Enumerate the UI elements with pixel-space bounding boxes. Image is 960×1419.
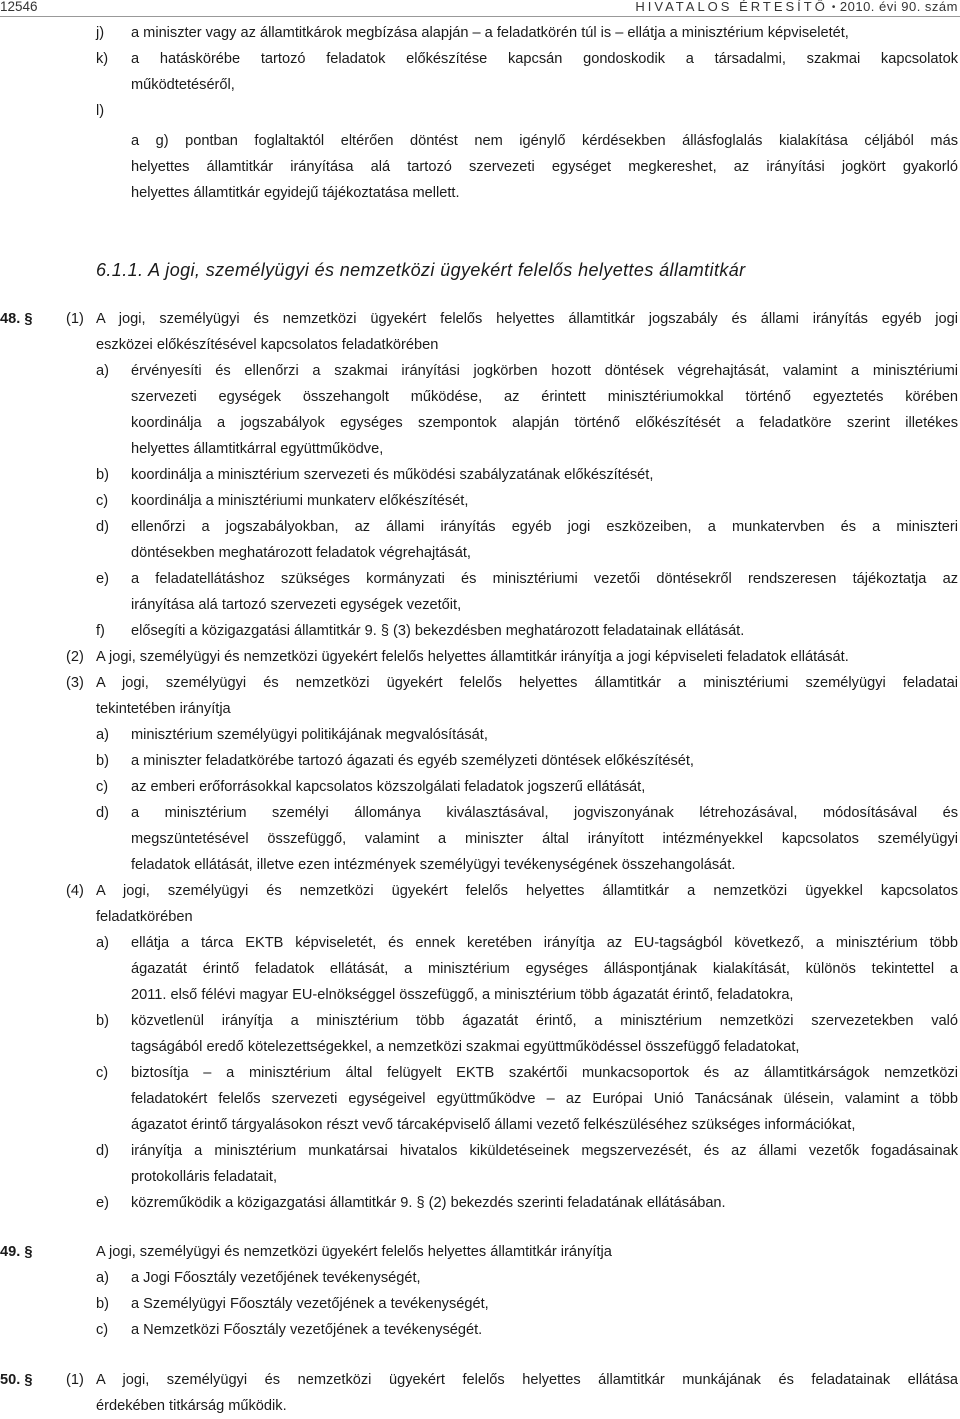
item-d-text: irányítja a minisztérium munkatársai hivatalos kiküldetéseinek megszervezését, és az állami vezetők fogadásainak [131,1143,958,1159]
item-label-c: c) [96,493,109,509]
bullet-separator: • [831,2,836,13]
section-48-number: 48. § [0,311,33,327]
item-label-c: c) [96,779,109,795]
item-d-text: feladatok ellátását, illetve ezen intézmények személyügyi tevékenységének összehangolását. [131,857,736,873]
item-b-text: a Személyügyi Főosztály vezetőjének a tevékenységét, [131,1296,489,1312]
item-a-text: szervezeti egységek összehangolt működése, az érintett minisztériumokkal történő egyeztetés körében [131,389,958,405]
item-b-text: közvetlenül irányítja a minisztérium több ágazatát érintő, a minisztérium nemzetközi szervezetekben való [131,1013,958,1029]
item-a-text: 2011. első félévi magyar EU-elnökséggel összefüggő, a minisztérium több ágazatát érintő, feladatokra, [131,987,794,1003]
item-k-text: működtetéséről, [131,77,235,93]
item-l-text: helyettes államtitkár irányítása alá tartozó szervezeti egységet megkereshet, az irányítási jogkört gyakorló [131,159,958,175]
item-label-e: e) [96,571,109,587]
item-label-b: b) [96,1013,109,1029]
item-c-text: feladatokért felelős szervezeti egységeivel együttműködve – az Európai Unió Tanácsának ülésein, valamint a több [131,1091,958,1107]
item-b-text: a miniszter feladatkörébe tartozó ágazati és egyéb személyzeti döntések előkészítését, [131,753,694,769]
item-a-text: minisztérium személyügyi politikájának megvalósítását, [131,727,488,743]
item-label-a: a) [96,935,109,951]
paragraph-text: A jogi, személyügyi és nemzetközi ügyekért felelős helyettes államtitkár jogszabály és állami irányítás egyéb jogi [96,311,958,327]
item-a-text: ágazatát érintő feladatok ellátását, a minisztérium egységes álláspontjának kialakítását, különös tekintettel a [131,961,958,977]
item-label-l: l) [96,103,105,119]
item-c-text: koordinálja a minisztériumi munkaterv előkészítését, [131,493,469,509]
paragraph-label: (1) [66,311,84,327]
item-label-b: b) [96,753,109,769]
header-rule [0,16,960,17]
item-d-text: döntésekben meghatározott feladatok végrehajtását, [131,545,471,561]
item-c-text: ágazatot érintő tárgyalásokon részt vevő tárcaképviselő állami vezető felkészüléséhez szükséges információkat, [131,1117,856,1133]
item-k-text: a hatáskörébe tartozó feladatok előkészítése kapcsán gondoskodik a társadalmi, szakmai kapcsolatok [131,51,958,67]
item-c-text: az emberi erőforrásokkal kapcsolatos közszolgálati feladatok jogszerű ellátását, [131,779,646,795]
item-a-text: érvényesíti és ellenőrzi a szakmai irányítási jogkörben hozott döntések végrehajtását, valamint a minisztériumi [131,363,958,379]
journal-title: HIVATALOS ÉRTESÍTŐ [635,0,828,14]
item-f-text: elősegíti a közigazgatási államtitkár 9. § (3) bekezdésben meghatározott feladatainak ellátását. [131,623,745,639]
paragraph-text: A jogi, személyügyi és nemzetközi ügyekért felelős helyettes államtitkár irányítja a jogi képviseleti feladatok ellátását. [96,649,849,665]
paragraph-text: feladatkörében [96,909,193,925]
item-l-text: a g) pontban foglaltaktól eltérően döntést nem igénylő kérdésekben állásfoglalás kialakítása céljából más [131,133,958,149]
paragraph-label: (2) [66,649,84,665]
paragraph-label: (3) [66,675,84,691]
item-label-d: d) [96,805,109,821]
item-label-f: f) [96,623,105,639]
section-49-number: 49. § [0,1244,33,1260]
paragraph-text: A jogi, személyügyi és nemzetközi ügyekért felelős helyettes államtitkár a nemzetközi ügyekkel kapcsolatos [96,883,958,899]
item-c-text: a Nemzetközi Főosztály vezetőjének a tevékenységét. [131,1322,483,1338]
item-c-text: biztosítja – a minisztérium által felügyelt EKTB szakértői munkacsoportok és az államtitkárságok nemzetközi [131,1065,958,1081]
item-label-a: a) [96,1270,109,1286]
paragraph-text: A jogi, személyügyi és nemzetközi ügyekért felelős helyettes államtitkár munkájának és feladatainak ellátása [96,1372,958,1388]
item-a-text: a Jogi Főosztály vezetőjének tevékenységét, [131,1270,421,1286]
section-text: A jogi, személyügyi és nemzetközi ügyekért felelős helyettes államtitkár irányítja [96,1244,612,1260]
item-label-j: j) [96,25,105,41]
item-label-b: b) [96,1296,109,1312]
paragraph-text: eszközei előkészítésével kapcsolatos feladatkörében [96,337,439,353]
paragraph-text: érdekében titkárság működik. [96,1398,287,1414]
item-label-e: e) [96,1195,109,1211]
item-label-c: c) [96,1065,109,1081]
item-label-b: b) [96,467,109,483]
item-e-text: közreműködik a közigazgatási államtitkár 9. § (2) bekezdés szerinti feladatának ellátásában. [131,1195,726,1211]
item-d-text: megszüntetésével összefüggő, valamint a miniszter által irányított intézményekkel kapcsolatos személyügyi [131,831,958,847]
item-label-k: k) [96,51,109,67]
item-b-text: tagságából eredő kötelezettségekkel, a nemzetközi szakmai együttműködéssel összefüggő feladatokat, [131,1039,800,1055]
item-d-text: a minisztérium személyi állománya kiválasztásával, jogviszonyának létrehozásával, módosításával és [131,805,958,821]
item-a-text: helyettes államtitkárral együttműködve, [131,441,384,457]
item-label-c: c) [96,1322,109,1338]
paragraph-label: (4) [66,883,84,899]
section-heading: 6.1.1. A jogi, személyügyi és nemzetközi ügyekért felelős helyettes államtitkár [96,260,746,280]
section-50-number: 50. § [0,1372,33,1388]
publication-info [635,0,958,14]
paragraph-label: (1) [66,1372,84,1388]
item-j-text: a miniszter vagy az államtitkárok megbízása alapján – a feladatkörén túl is – ellátja a minisztérium képviseletét, [131,25,849,41]
item-label-d: d) [96,519,109,535]
item-e-text: a feladatellátáshoz szükséges kormányzati és minisztériumi vezetői döntésekről rendszeresen tájékoztatja az [131,571,958,587]
page-number: 12546 [0,0,38,14]
item-e-text: irányítása alá tartozó szervezeti egységek vezetőit, [131,597,462,613]
page-header [0,0,960,14]
item-label-d: d) [96,1143,109,1159]
item-label-a: a) [96,363,109,379]
item-a-text: ellátja a tárca EKTB képviseletét, és ennek keretében irányítja az EU-tagságból következő, a minisztérium több [131,935,958,951]
item-b-text: koordinálja a minisztérium szervezeti és működési szabályzatának előkészítését, [131,467,654,483]
item-a-text: koordinálja a jogszabályok egységes szempontok alapján történő előkészítését a feladatköre szerint illetékes [131,415,958,431]
paragraph-text: A jogi, személyügyi és nemzetközi ügyekért felelős helyettes államtitkár a minisztériumi személyügyi feladatai [96,675,958,691]
item-label-a: a) [96,727,109,743]
item-d-text: ellenőrzi a jogszabályokban, az állami irányítás egyéb jogi eszközeiben, a munkatervben és a miniszteri [131,519,958,535]
item-l-text: helyettes államtitkár egyidejű tájékoztatása mellett. [131,185,460,201]
issue-number: 2010. évi 90. szám [839,0,958,14]
paragraph-text: tekintetében irányítja [96,701,231,717]
item-d-text: protokolláris feladatait, [131,1169,278,1185]
